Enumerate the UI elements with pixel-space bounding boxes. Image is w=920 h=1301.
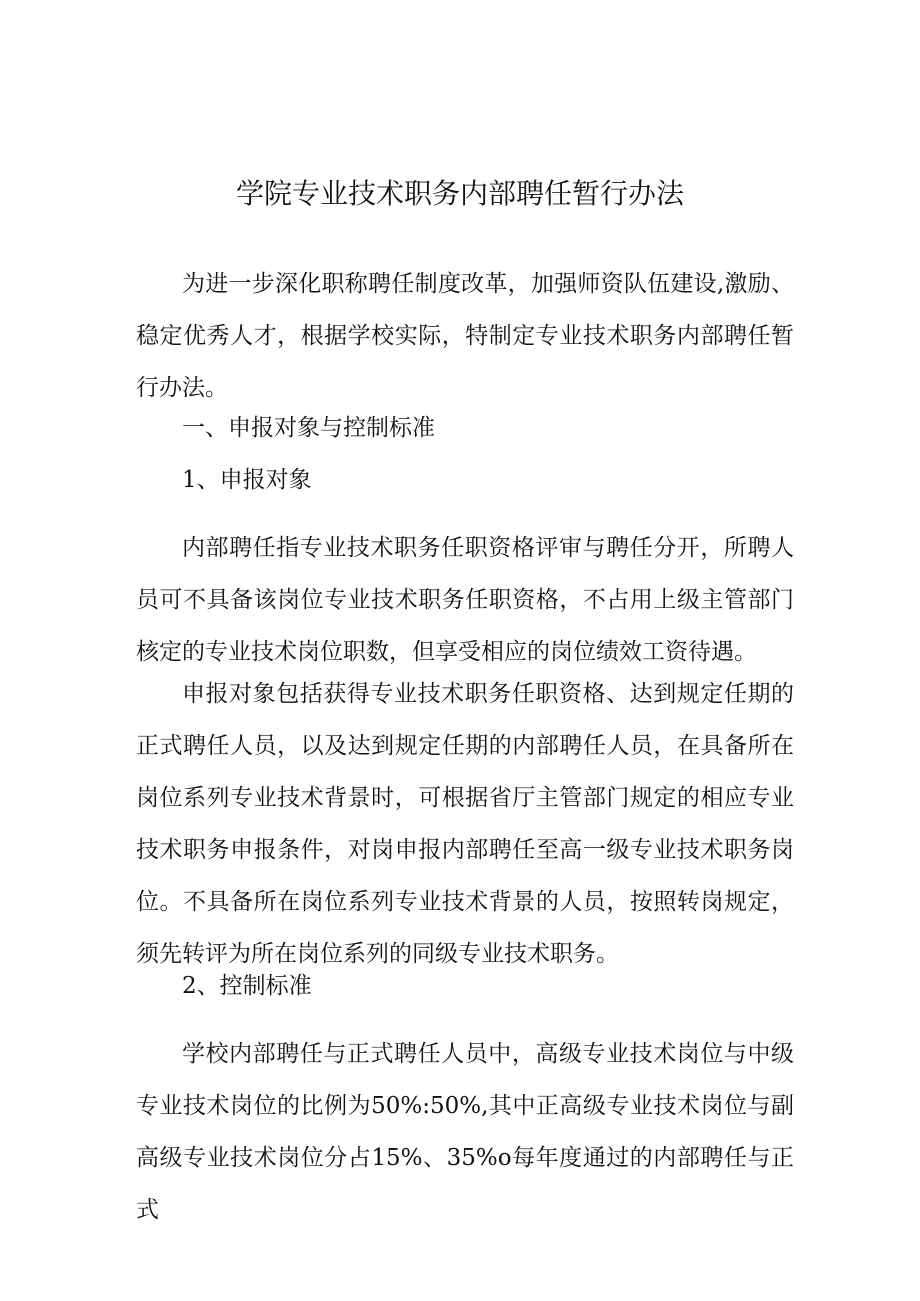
paragraph-control-standard: 学校内部聘任与正式聘任人员中，高级专业技术岗位与中级专业技术岗位的比例为50%:50%,其中正高级专业技术岗位与副高级专业技术岗位分占15%、35%o每年度通过的内部聘任与正式 bbox=[136, 1041, 794, 1223]
subsection-heading-1: 1、申报对象 bbox=[182, 467, 312, 493]
paragraph-internal-appointment: 内部聘任指专业技术职务任职资格评审与聘任分开，所聘人员可不具备该岗位专业技术职务任职资格，不占用上级主管部门核定的专业技术岗位职数，但享受相应的岗位绩效工资待遇。 bbox=[136, 535, 794, 665]
paragraph-applicants: 申报对象包括获得专业技术职务任职资格、达到规定任期的正式聘任人员，以及达到规定任期的内部聘任人员，在具备所在岗位系列专业技术背景时，可根据省厅主管部门规定的相应专业技术职务申报条件，对岗申报内部聘任至高一级专业技术职务岗位。不具备所在岗位系列专业技术背景的人员，按照转岗规定，须先转评为所在岗位系列的同级专业技术职务。 bbox=[136, 681, 794, 967]
section-heading-1: 一、申报对象与控制标准 bbox=[182, 415, 435, 441]
document-title: 学院专业技术职务内部聘任暂行办法 bbox=[235, 177, 684, 210]
subsection-heading-2: 2、控制标准 bbox=[182, 973, 312, 999]
intro-paragraph: 为进一步深化职称聘任制度改革，加强师资队伍建设,激励、稳定优秀人才，根据学校实际，特制定专业技术职务内部聘任暂行办法。 bbox=[136, 271, 794, 401]
